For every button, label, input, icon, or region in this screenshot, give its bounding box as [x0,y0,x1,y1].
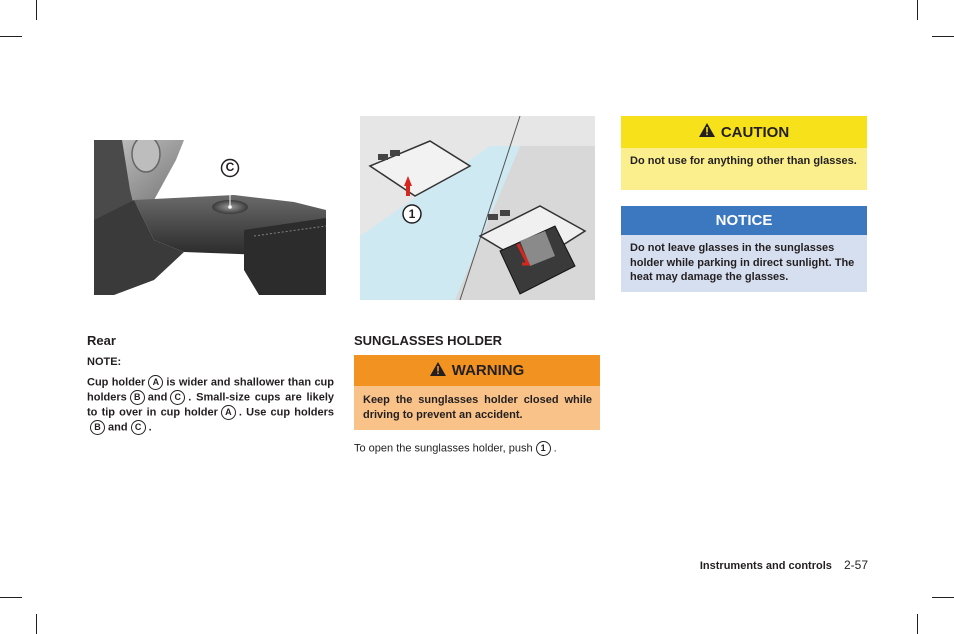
page-footer [660,558,868,572]
open-instruction [354,441,557,456]
holder-illustration-svg [360,116,595,300]
note-text: and [108,421,128,434]
badge-a: A [148,375,163,390]
note-text: . [148,421,152,434]
note-text: Cup holder [87,376,146,389]
badge-b: B [130,390,145,405]
footer-section-label: Instruments and controls [699,560,832,572]
caution-header [621,116,867,148]
crop-mark [932,36,954,37]
badge-1: 1 [536,441,551,456]
warning-header [354,355,600,386]
warning-title: WARNING [451,362,525,379]
section-title-rear: Rear [87,333,116,348]
warning-box [354,355,600,430]
caution-box [621,116,867,190]
crop-mark [917,0,918,20]
caution-title: CAUTION [720,123,790,141]
caution-triangle-icon [699,123,715,141]
badge-a: A [221,405,236,420]
note-text: is wider and shallower than cup holders [87,376,334,404]
crop-mark [0,36,22,37]
console-cup-holder-illustration [94,140,326,295]
warning-triangle-icon [430,362,446,380]
crop-mark [932,597,954,598]
note-paragraph [87,375,334,435]
badge-c: C [170,390,185,405]
note-text: . Use cup holders [238,406,334,419]
instruction-text: To open the sunglasses holder, push [354,442,533,455]
note-text: and [147,391,168,404]
section-heading-sunglasses-holder: SUNGLASSES HOLDER [354,333,503,348]
page-number: 2-57 [843,558,868,572]
crop-mark [36,614,37,634]
crop-mark [36,0,37,20]
notice-title: NOTICE [715,212,773,229]
sunglasses-holder-illustration [360,116,595,300]
note-label: NOTE: [87,356,122,368]
crop-mark [917,614,918,634]
crop-mark [0,597,22,598]
notice-text: Do not leave glasses in the sunglasses holder while parking in direct sunlight. The heat may damage the glasses. [621,235,867,292]
callout-1-label: 1 [408,207,416,221]
console-illustration-svg [94,140,326,295]
notice-box [621,206,867,292]
caution-text: Do not use for anything other than glasses. [621,148,867,190]
badge-c: C [131,420,146,435]
badge-b: B [90,420,105,435]
instruction-text: . [553,442,557,455]
notice-header [621,206,867,235]
callout-c-label: C [225,160,235,174]
warning-text: Keep the sunglasses holder closed while driving to prevent an accident. [354,386,600,430]
note-text: . Small-size cups are likely to tip over in cup holder [87,391,334,419]
